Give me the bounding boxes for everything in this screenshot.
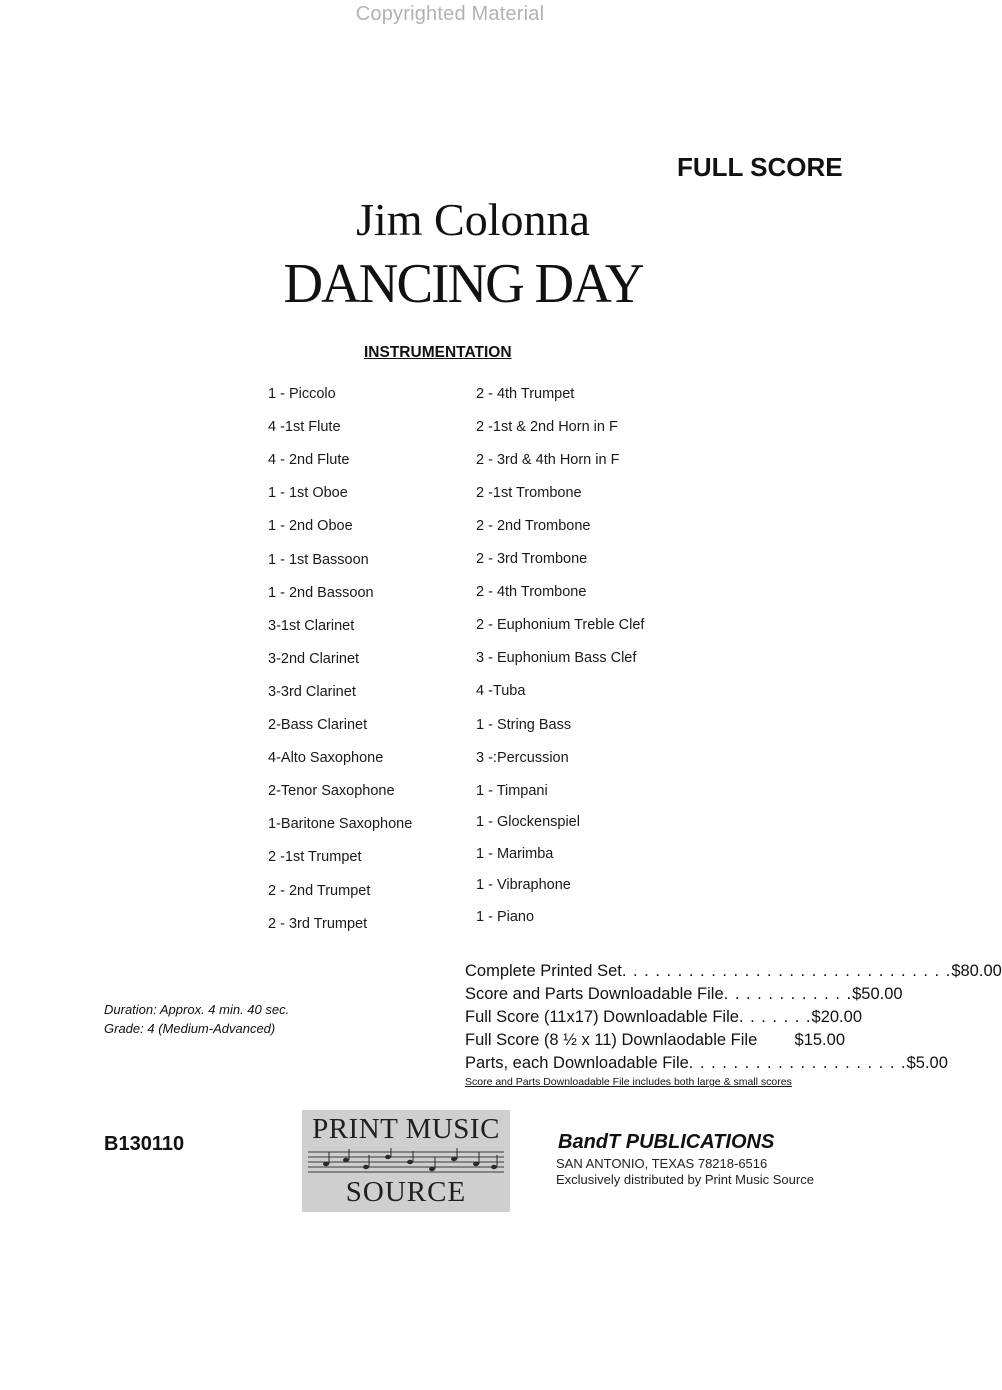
instrument-item: 2 -1st & 2nd Horn in F (476, 419, 618, 436)
price-label: Complete Printed Set (465, 962, 622, 980)
price-row (465, 960, 1002, 983)
instrumentation-heading: INSTRUMENTATION (364, 344, 512, 361)
instrument-item: 1 - 2nd Oboe (268, 518, 353, 535)
instrument-item: 2 - Euphonium Treble Clef (476, 617, 645, 634)
instrument-item: 1 - 1st Oboe (268, 485, 348, 502)
price-row (465, 1006, 862, 1029)
price-label: Full Score (11x17) Downloadable File (465, 1008, 739, 1026)
instrument-item: 2 - 3rd Trombone (476, 551, 588, 568)
publisher-address: SAN ANTONIO, TEXAS 78218-6516 (556, 1156, 768, 1171)
instrument-item: 1 - Timpani (476, 782, 548, 799)
instrument-item: 2 -1st Trombone (476, 485, 582, 502)
instrument-item: 3 - Euphonium Bass Clef (476, 650, 637, 667)
instrument-item: 1 - String Bass (476, 716, 572, 733)
instrument-item: 4-Alto Saxophone (268, 750, 384, 767)
publisher-distribution: Exclusively distributed by Print Music Source (556, 1172, 814, 1187)
instrument-item: 1 - 2nd Bassoon (268, 584, 374, 601)
instrument-item: 2 - 4th Trumpet (476, 386, 575, 402)
instrument-item: 2 - 2nd Trumpet (268, 882, 371, 899)
instrument-item: 3-3rd Clarinet (268, 683, 356, 700)
price-row (465, 983, 903, 1006)
price-dot-leader: . . . . . . . . . . . . . . . . . . . . (688, 1054, 907, 1072)
price-amount: $80.00 (951, 962, 1002, 980)
price-row (465, 1052, 948, 1075)
publisher-details (556, 1156, 814, 1188)
price-amount: $50.00 (852, 985, 903, 1003)
instrument-item: 2 - 3rd Trumpet (268, 915, 368, 932)
grade-text: Grade: 4 (Medium-Advanced) (104, 1021, 276, 1036)
instrument-item: 1 - Glockenspiel (476, 814, 580, 831)
instrument-item: 2 - 4th Trombone (476, 584, 587, 601)
full-score-label: FULL SCORE (677, 152, 843, 182)
price-dot-leader: . . . . . . . . . . . . (723, 985, 853, 1003)
duration-text: Duration: Approx. 4 min. 40 sec. (104, 1002, 290, 1017)
copyright-watermark: Copyrighted Material (355, 3, 545, 25)
instrument-item: 1-Baritone Saxophone (268, 816, 413, 833)
price-row (465, 1029, 845, 1052)
instrument-item: 1 - Piano (476, 909, 535, 925)
price-dot-leader: . . . . . . . . . . . . . . . . . . . . . . . . . . . . . . (621, 962, 952, 980)
price-dot-leader: . . . . . . . (738, 1008, 812, 1026)
price-label: Full Score (8 ½ x 11) Downlaodable File (465, 1031, 758, 1049)
instrument-item: 3-2nd Clarinet (268, 650, 360, 667)
instrument-item: 2-Tenor Saxophone (268, 783, 395, 800)
instrument-item: 2-Bass Clarinet (268, 717, 368, 733)
instrument-item: 3-1st Clarinet (268, 617, 355, 634)
instrument-item: 4 -Tuba (476, 683, 526, 700)
price-label: Score and Parts Downloadable File (465, 985, 724, 1003)
instrument-item: 2 -1st Trumpet (268, 849, 362, 866)
composer-name: Jim Colonna (356, 194, 590, 245)
price-label: Parts, each Downloadable File (465, 1054, 689, 1072)
price-footnote: Score and Parts Downloadable File includes both large & small scores (465, 1076, 792, 1088)
publisher-name: BandT PUBLICATIONS (558, 1131, 775, 1153)
logo-line-2: SOURCE (345, 1176, 467, 1208)
price-amount: $15.00 (794, 1031, 845, 1049)
instrument-item: 2 - 2nd Trombone (476, 518, 591, 535)
instrument-item: 3 -:Percussion (476, 749, 569, 766)
instrument-item: 4 -1st Flute (268, 419, 341, 436)
instrument-item: 4 - 2nd Flute (268, 452, 350, 469)
piece-title: DANCING DAY (283, 253, 643, 315)
price-amount: $5.00 (906, 1054, 948, 1072)
catalog-number: B130110 (104, 1133, 185, 1155)
performance-info (104, 1000, 289, 1038)
instrument-item: 1 - 1st Bassoon (268, 551, 369, 568)
instrument-item: 1 - Marimba (476, 845, 554, 862)
logo-line-1: PRINT MUSIC (312, 1113, 500, 1145)
instrument-item: 1 - Vibraphone (476, 877, 571, 894)
price-amount: $20.00 (811, 1008, 862, 1026)
price-list (465, 960, 1002, 1075)
price-dot-leader (757, 1029, 794, 1052)
instrument-item: 1 - Piccolo (268, 386, 336, 402)
music-staff-icon (308, 1148, 504, 1176)
instrument-item: 2 - 3rd & 4th Horn in F (476, 452, 620, 469)
print-music-source-logo (302, 1110, 510, 1212)
